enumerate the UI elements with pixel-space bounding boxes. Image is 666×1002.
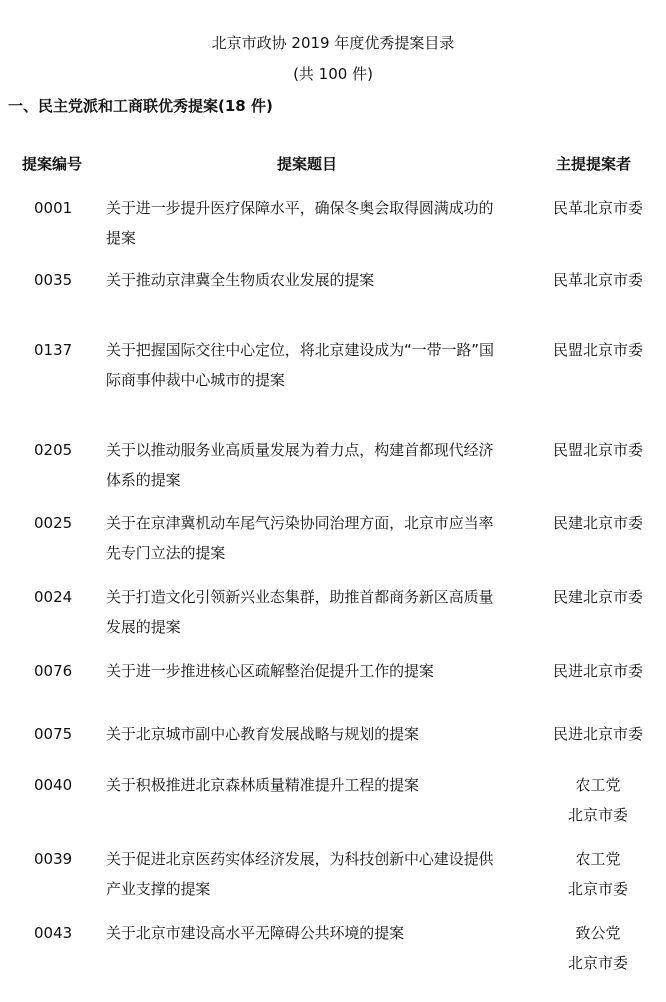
proposal-title: 关于以推动服务业高质量发展为着力点，构建首都现代经济体系的提案 — [106, 441, 494, 489]
proposal-owner — [540, 435, 656, 465]
proposal-id: 0039 — [34, 850, 73, 868]
proposal-owner-line: 民盟北京市委 — [552, 441, 643, 459]
proposal-title: 关于进一步提升医疗保障水平，确保冬奥会取得圆满成功的提案 — [106, 199, 494, 247]
proposal-owner-line: 农工党 — [575, 850, 621, 868]
proposal-id: 0137 — [34, 341, 73, 359]
section-heading: 一、民主党派和工商联优秀提案(18 件) — [8, 97, 273, 115]
proposal-title: 关于推动京津冀全生物质农业发展的提案 — [106, 271, 375, 289]
proposal-owner — [540, 508, 656, 538]
column-header-owner: 主提提案者 — [556, 155, 632, 173]
proposal-title: 关于进一步推进核心区疏解整治促提升工作的提案 — [106, 662, 434, 680]
proposal-title: 关于促进北京医药实体经济发展，为科技创新中心建设提供产业支撑的提案 — [106, 850, 494, 898]
proposal-id: 0043 — [34, 924, 73, 942]
proposal-id: 0040 — [34, 776, 73, 794]
proposal-owner-line: 民革北京市委 — [552, 271, 643, 289]
proposal-owner — [540, 582, 656, 612]
proposal-owner-line: 北京市委 — [567, 954, 628, 972]
proposal-title: 关于打造文化引领新兴业态集群，助推首都商务新区高质量发展的提案 — [106, 588, 494, 636]
proposal-owner-line: 民建北京市委 — [552, 588, 643, 606]
column-header-id: 提案编号 — [22, 155, 83, 173]
proposal-id: 0076 — [34, 662, 73, 680]
proposal-title: 关于积极推进北京森林质量精准提升工程的提案 — [106, 776, 419, 794]
proposal-owner-line: 民盟北京市委 — [552, 341, 643, 359]
proposal-id: 0075 — [34, 725, 73, 743]
column-header-title: 提案题目 — [277, 155, 338, 173]
proposal-owner — [540, 719, 656, 749]
proposal-title: 关于北京城市副中心教育发展战略与规划的提案 — [106, 725, 419, 743]
proposal-owner — [540, 265, 656, 295]
proposal-owner — [540, 844, 656, 904]
proposal-owner-line: 致公党 — [575, 924, 621, 942]
proposal-id: 0024 — [34, 588, 73, 606]
proposal-title: 关于北京市建设高水平无障碍公共环境的提案 — [106, 924, 405, 942]
proposal-owner-line: 民进北京市委 — [552, 725, 643, 743]
proposal-owner — [540, 656, 656, 686]
proposal-owner-line: 民建北京市委 — [552, 514, 643, 532]
proposal-owner-line: 民进北京市委 — [552, 662, 643, 680]
proposal-owner — [540, 193, 656, 223]
document-title: 北京市政协 2019 年度优秀提案目录 — [211, 34, 455, 52]
proposal-owner-line: 北京市委 — [567, 880, 628, 898]
proposal-title: 关于把握国际交往中心定位，将北京建设成为“一带一路”国际商事仲裁中心城市的提案 — [106, 341, 494, 389]
proposal-title: 关于在京津冀机动车尾气污染协同治理方面，北京市应当率先专门立法的提案 — [106, 514, 494, 562]
proposal-owner-line: 农工党 — [575, 776, 621, 794]
proposal-owner-line: 北京市委 — [567, 806, 628, 824]
proposal-owner — [540, 918, 656, 978]
document-subtitle: (共 100 件) — [293, 65, 373, 83]
proposal-owner-line: 民革北京市委 — [552, 199, 643, 217]
proposal-id: 0001 — [34, 199, 73, 217]
proposal-owner — [540, 335, 656, 365]
proposal-id: 0025 — [34, 514, 73, 532]
proposal-id: 0035 — [34, 271, 73, 289]
proposal-owner — [540, 770, 656, 830]
proposal-id: 0205 — [34, 441, 73, 459]
